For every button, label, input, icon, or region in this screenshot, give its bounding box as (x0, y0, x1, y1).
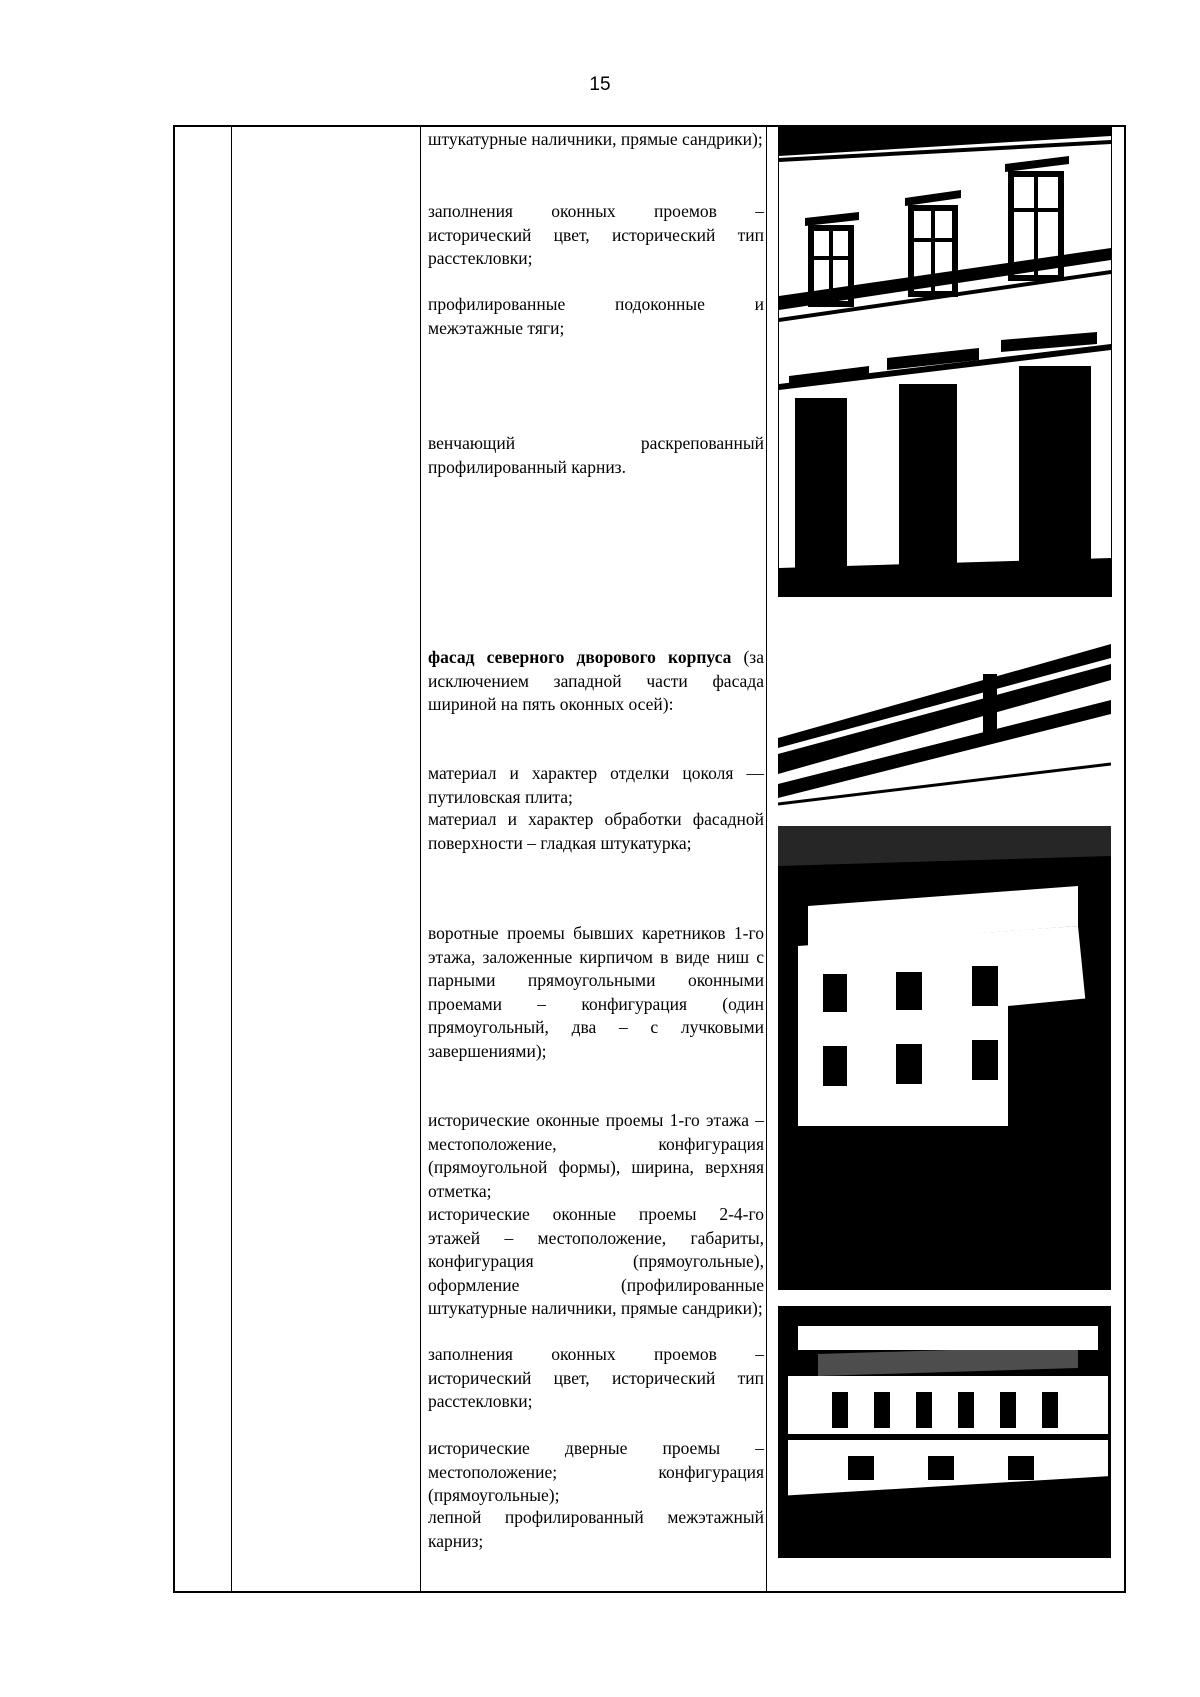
facade-photo-windows (778, 127, 1112, 597)
paragraph: лепной профилированный межэтажный карниз; (428, 1507, 764, 1551)
paragraph: заполнения оконных проемов – исторический цвет, исторический тип расстекловки; (428, 201, 764, 268)
paragraph: штукатурные наличники, прямые сандрики); (428, 129, 763, 149)
paragraph: воротные проемы бывших каретников 1-го этажа, заложенные кирпичом в виде ниш с парными прямоугольными оконными проемами – конфигурация (один прямоугольный, два – с лучковыми завершениями); (428, 923, 764, 1061)
paragraph: исторические оконные проемы 2-4-го этажей – местоположение, габариты, конфигурация (прямоугольные), оформление (профилированные штукатурные наличники, прямые сандрики); (428, 1204, 764, 1318)
paragraph: материал и характер обработки фасадной поверхности – гладкая штукатурка; (428, 809, 764, 853)
section-heading: фасад северного дворового корпуса (428, 647, 732, 667)
section-paragraph (428, 646, 764, 717)
column-divider (231, 127, 232, 1591)
column-divider (420, 127, 421, 1591)
paragraph: профилированные подоконные и межэтажные тяги; (428, 294, 764, 338)
cornice-photo (778, 644, 1111, 806)
paragraph: венчающий раскрепованный профилированный карниз. (428, 433, 764, 477)
paragraph: исторические дверные проемы – местоположение; конфигурация (прямоугольные); (428, 1438, 764, 1505)
paragraph: исторические оконные проемы 1-го этажа – местоположение, конфигурация (прямоугольной формы), ширина, верхняя отметка; (428, 1110, 764, 1201)
page-number: 15 (589, 74, 611, 95)
paragraph: заполнения оконных проемов – исторический цвет, исторический тип расстекловки; (428, 1344, 764, 1411)
paragraph: материал и характер отделки цоколя — путиловская плита; (428, 763, 764, 807)
section-heading-note: (за исключением западной части фасада шириной на пять оконных осей): (428, 647, 764, 714)
courtyard-building-photo (778, 826, 1111, 1290)
courtyard-facade-photo (778, 1306, 1111, 1558)
column-divider (766, 127, 767, 1591)
